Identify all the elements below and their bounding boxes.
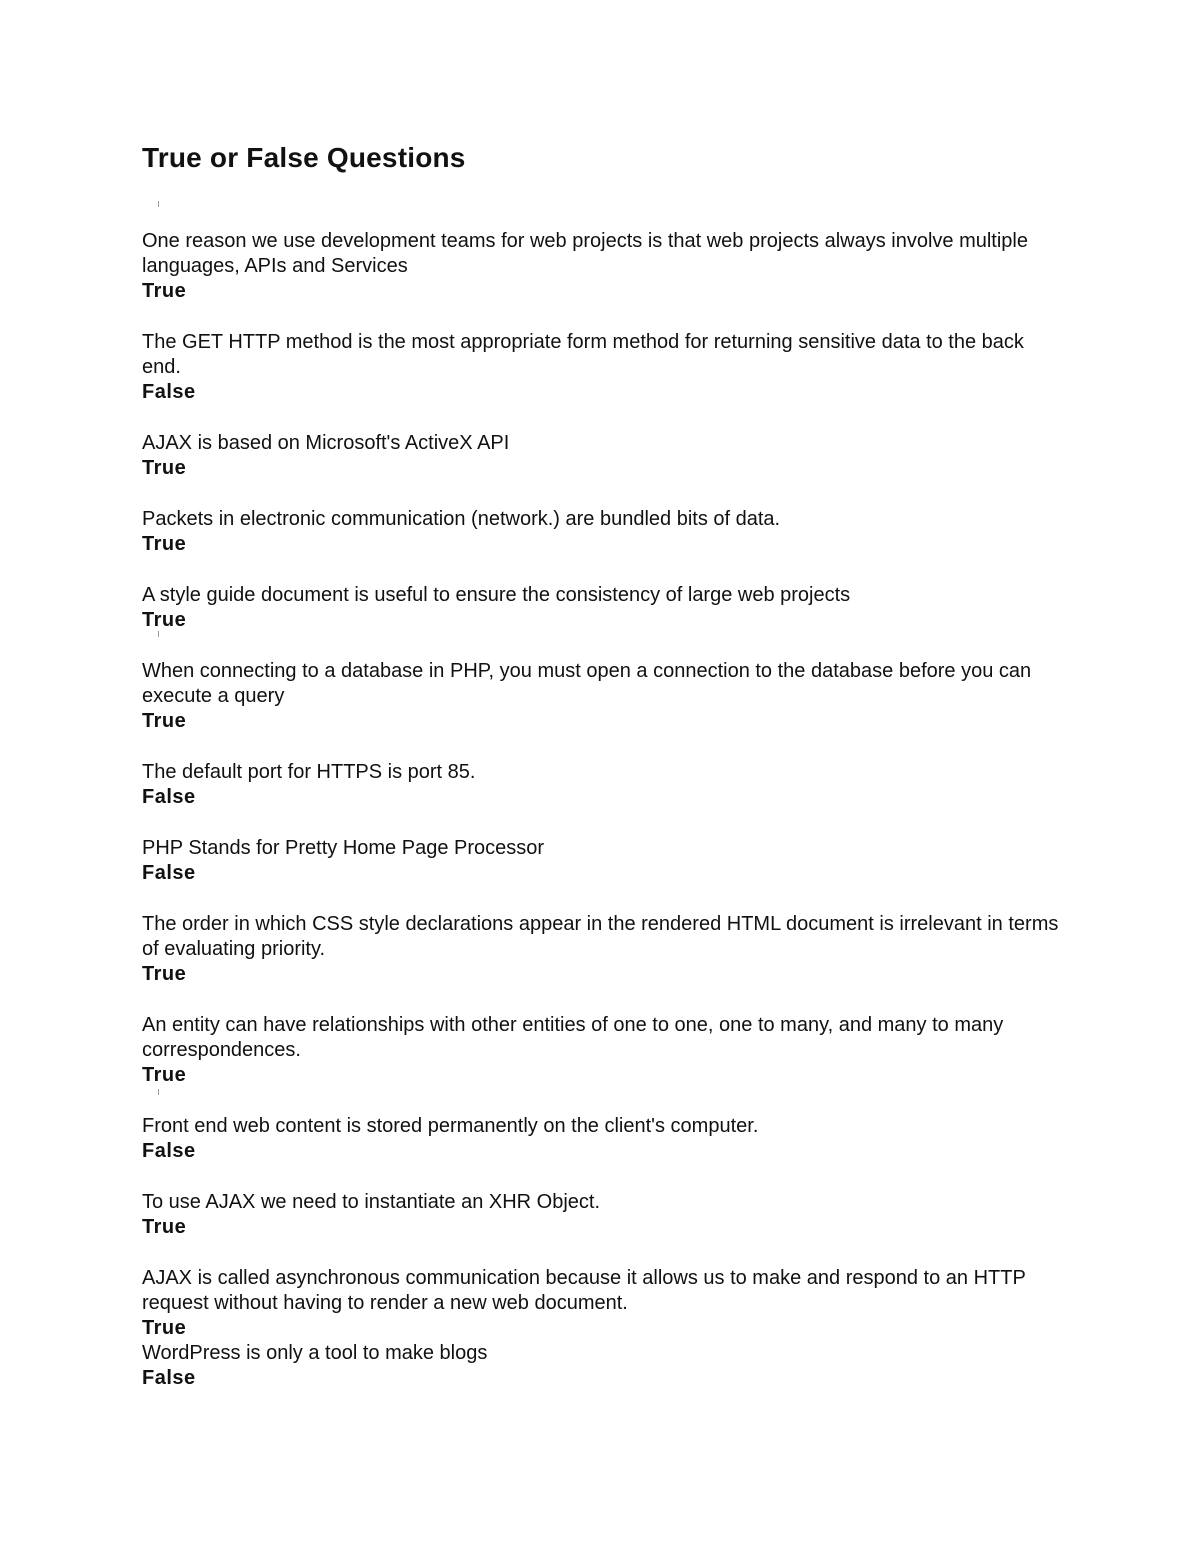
question-item (142, 912, 1062, 987)
question-item (142, 507, 1062, 557)
answer-text: True (142, 609, 187, 631)
question-item (142, 583, 1062, 633)
spacer (142, 481, 1062, 507)
page-title: True or False Questions (142, 142, 466, 173)
answer-text: True (142, 1064, 187, 1086)
question-text: AJAX is called asynchronous communication because it allows us to make and respond to an HTTP request without having to render a new web document. (142, 1267, 1026, 1314)
answer-text: True (142, 533, 187, 555)
question-item (142, 760, 1062, 810)
question-text: When connecting to a database in PHP, you must open a connection to the database before you can execute a query (142, 660, 1032, 707)
question-text: Front end web content is stored permanently on the client's computer. (142, 1115, 759, 1137)
answer-text: True (142, 963, 187, 985)
answer-text: False (142, 1140, 196, 1162)
question-item (142, 1266, 1062, 1341)
spacer (142, 557, 1062, 583)
question-text: AJAX is based on Microsoft's ActiveX API (142, 432, 510, 454)
spacer (142, 987, 1062, 1013)
question-text: The GET HTTP method is the most appropriate form method for returning sensitive data to the back end. (142, 331, 1024, 378)
cursor-mark (158, 201, 159, 207)
question-text: The default port for HTTPS is port 85. (142, 761, 476, 783)
question-text: A style guide document is useful to ensure the consistency of large web projects (142, 584, 851, 606)
question-item (142, 1114, 1062, 1164)
question-text: PHP Stands for Pretty Home Page Processor (142, 837, 545, 859)
question-text: To use AJAX we need to instantiate an XHR Object. (142, 1191, 601, 1213)
answer-text: False (142, 1367, 196, 1389)
spacer (142, 1240, 1062, 1266)
spacer (142, 810, 1062, 836)
answer-text: True (142, 457, 187, 479)
question-text: Packets in electronic communication (network.) are bundled bits of data. (142, 508, 781, 530)
question-item (142, 1341, 1062, 1391)
answer-text: False (142, 786, 196, 808)
spacer (142, 304, 1062, 330)
answer-text: True (142, 280, 187, 302)
answer-text: False (142, 862, 196, 884)
spacer (142, 734, 1062, 760)
question-item (142, 1190, 1062, 1240)
answer-text: False (142, 381, 196, 403)
spacer (142, 886, 1062, 912)
answer-text: True (142, 710, 187, 732)
spacer (142, 633, 1062, 659)
question-text: One reason we use development teams for web projects is that web projects always involve multiple languages, APIs and Services (142, 230, 1028, 277)
question-text: An entity can have relationships with other entities of one to one, one to many, and many to many correspondences. (142, 1014, 1004, 1061)
answer-text: True (142, 1317, 187, 1339)
question-item (142, 659, 1062, 734)
spacer (142, 1164, 1062, 1190)
question-item (142, 1013, 1062, 1088)
question-item (142, 330, 1062, 405)
spacer (142, 1088, 1062, 1114)
question-text: The order in which CSS style declarations appear in the rendered HTML document is irrelevant in terms of evaluating priority. (142, 913, 1059, 960)
question-text: WordPress is only a tool to make blogs (142, 1342, 488, 1364)
spacer (142, 405, 1062, 431)
question-list (142, 229, 1062, 1391)
question-item (142, 431, 1062, 481)
question-item (142, 229, 1062, 304)
answer-text: True (142, 1216, 187, 1238)
question-item (142, 836, 1062, 886)
